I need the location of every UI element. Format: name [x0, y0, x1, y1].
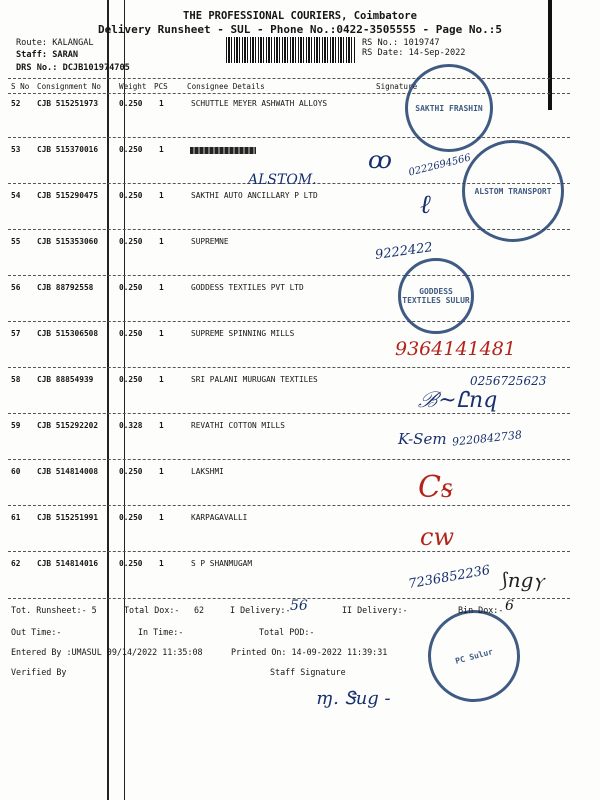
binding-line-right — [124, 0, 125, 800]
row-pcs: 1 — [159, 421, 164, 430]
row-weight: 0.250 — [119, 559, 143, 568]
row-sno: 62 — [11, 559, 21, 568]
handwritten-alstom: ALSTOM. — [248, 172, 317, 188]
row-weight: 0.250 — [119, 237, 143, 246]
row-consignee: SAKTHI AUTO ANCILLARY P LTD — [191, 191, 318, 200]
rs-number: RS No.: 1019747 — [362, 38, 440, 48]
entered-by: Entered By :UMASUL 09/14/2022 11:35:08 — [11, 647, 203, 657]
signature-scribble-60: Cᵴ — [418, 470, 453, 505]
runsheet-subtitle: Delivery Runsheet - SUL - Phone No.:0422-3505555 - Page No.:5 — [98, 23, 502, 36]
row-pcs: 1 — [159, 513, 164, 522]
signature-scribble-53: ꝏ — [368, 146, 392, 174]
row-consignment-no: CJB 515292202 — [37, 421, 99, 430]
redacted-consignee — [190, 147, 256, 154]
handwritten-phone-58: 0256725623 — [470, 374, 547, 388]
stamp-goddess: GODDESS TEXTILES SULUR — [398, 258, 474, 334]
row-consignment-no: CJB 515353060 — [37, 237, 99, 246]
row-consignee: SUPREME SPINNING MILLS — [191, 329, 295, 338]
total-dox-value: 62 — [194, 605, 205, 615]
row-sno: 52 — [11, 99, 21, 108]
signature-scribble-61: cw — [420, 523, 454, 551]
row-sno: 60 — [11, 467, 21, 476]
row-consignment-no: CJB 515306508 — [37, 329, 99, 338]
printed-on: Printed On: 14-09-2022 11:39:31 — [231, 647, 388, 657]
row-sno: 59 — [11, 421, 21, 430]
row-pcs: 1 — [159, 329, 164, 338]
row-divider — [8, 413, 570, 414]
row-consignee: LAKSHMI — [191, 467, 224, 476]
row-consignee: SRI PALANI MURUGAN TEXTILES — [191, 375, 318, 384]
row-weight: 0.250 — [119, 145, 143, 154]
stamp-sakthi: SAKTHI FRASHIN — [405, 64, 493, 152]
row-consignee: GODDESS TEXTILES PVT LTD — [191, 283, 304, 292]
row-pcs: 1 — [159, 237, 164, 246]
row-consignment-no: CJB 514814008 — [37, 467, 99, 476]
row-divider — [8, 321, 570, 322]
row-weight: 0.250 — [119, 99, 143, 108]
row-pcs: 1 — [159, 559, 164, 568]
i-delivery-handwritten: 56 — [290, 598, 308, 614]
barcode — [226, 37, 356, 63]
row-consignment-no: CJB 88854939 — [37, 375, 94, 384]
row-consignee: SUPREMNE — [191, 237, 229, 246]
row-consignment-no: CJB 515251991 — [37, 513, 99, 522]
handwritten-phone-53: 0222694566 — [407, 152, 473, 179]
row-divider — [8, 275, 570, 276]
bin-dox-handwritten: 6 — [505, 598, 514, 614]
row-divider — [8, 551, 570, 552]
row-sno: 58 — [11, 375, 21, 384]
col-consignment: Consignment No — [37, 82, 102, 91]
handwritten-phone-59: 9220842738 — [451, 428, 523, 449]
total-runsheet: Tot. Runsheet:- 5 — [11, 605, 97, 615]
stamp-alstom: ALSTOM TRANSPORT — [462, 140, 564, 242]
row-consignee: SCHUTTLE MEYER ASHWATH ALLOYS — [191, 99, 328, 108]
row-pcs: 1 — [159, 283, 164, 292]
handwritten-phone-55: 9222422 — [374, 240, 434, 263]
signature-scribble-59: K-Sem — [398, 430, 447, 448]
row-sno: 54 — [11, 191, 21, 200]
binding-line-left — [107, 0, 109, 800]
ii-delivery-label: II Delivery:- — [342, 605, 408, 615]
row-divider — [8, 367, 570, 368]
verified-by-label: Verified By — [11, 667, 67, 677]
row-weight: 0.328 — [119, 421, 143, 430]
row-sno: 57 — [11, 329, 21, 338]
row-weight: 0.250 — [119, 513, 143, 522]
col-sno: S No — [11, 82, 30, 91]
row-consignment-no: CJB 88792558 — [37, 283, 94, 292]
table-bottom-rule — [8, 598, 570, 599]
row-consignment-no: CJB 515251973 — [37, 99, 99, 108]
total-dox-label: Total Dox:- — [124, 605, 180, 615]
signature-scribble-54: ℓ — [420, 190, 431, 220]
row-divider — [8, 137, 570, 138]
row-pcs: 1 — [159, 191, 164, 200]
row-sno: 61 — [11, 513, 21, 522]
handwritten-phone-57: 9364141481 — [395, 338, 516, 360]
row-sno: 53 — [11, 145, 21, 154]
row-consignee: REVATHI COTTON MILLS — [191, 421, 285, 430]
col-pcs: PCS — [154, 82, 168, 91]
row-weight: 0.250 — [119, 283, 143, 292]
row-pcs: 1 — [159, 467, 164, 476]
row-pcs: 1 — [159, 145, 164, 154]
row-consignment-no: CJB 514814016 — [37, 559, 99, 568]
staff-label: Staff: SARAN — [16, 50, 79, 60]
company-title: THE PROFESSIONAL COURIERS, Coimbatore — [183, 10, 417, 22]
row-consignment-no: CJB 515290475 — [37, 191, 99, 200]
drs-number: DRS No.: DCJB101974705 — [16, 63, 130, 73]
row-pcs: 1 — [159, 99, 164, 108]
total-pod-label: Total POD:- — [259, 627, 315, 637]
row-consignee: S P SHANMUGAM — [191, 559, 253, 568]
route-label: Route: KALANGAL — [16, 38, 94, 48]
row-sno: 56 — [11, 283, 21, 292]
row-sno: 55 — [11, 237, 21, 246]
row-weight: 0.250 — [119, 467, 143, 476]
signature-scribble-58: ℬ~Ꮭnq — [418, 388, 498, 413]
row-weight: 0.250 — [119, 191, 143, 200]
signature-scribble-62: ⟆ngⲩ — [500, 568, 544, 592]
row-divider — [8, 505, 570, 506]
col-consignee: Consignee Details — [187, 82, 265, 91]
row-consignment-no: CJB 515370016 — [37, 145, 99, 154]
i-delivery-label: I Delivery:- — [230, 605, 291, 615]
col-weight: Weight — [119, 82, 147, 91]
stamp-pc-sulur: PC Sulur — [418, 600, 531, 713]
bin-dox-label: Bin Dox:- — [458, 605, 504, 615]
table-top-rule — [8, 78, 570, 79]
handwritten-phone-62: 7236852236 — [407, 562, 492, 593]
row-weight: 0.250 — [119, 375, 143, 384]
row-consignee: KARPAGAVALLI — [191, 513, 248, 522]
staff-signature-scribble: ɱ. Ꮥug - — [316, 688, 391, 709]
row-divider — [8, 459, 570, 460]
row-pcs: 1 — [159, 375, 164, 384]
staff-signature-label: Staff Signature — [270, 667, 346, 677]
row-weight: 0.250 — [119, 329, 143, 338]
out-time-label: Out Time:- — [11, 627, 62, 637]
col-signature: Signature — [376, 82, 418, 91]
rs-date: RS Date: 14-Sep-2022 — [362, 48, 466, 58]
in-time-label: In Time:- — [138, 627, 184, 637]
